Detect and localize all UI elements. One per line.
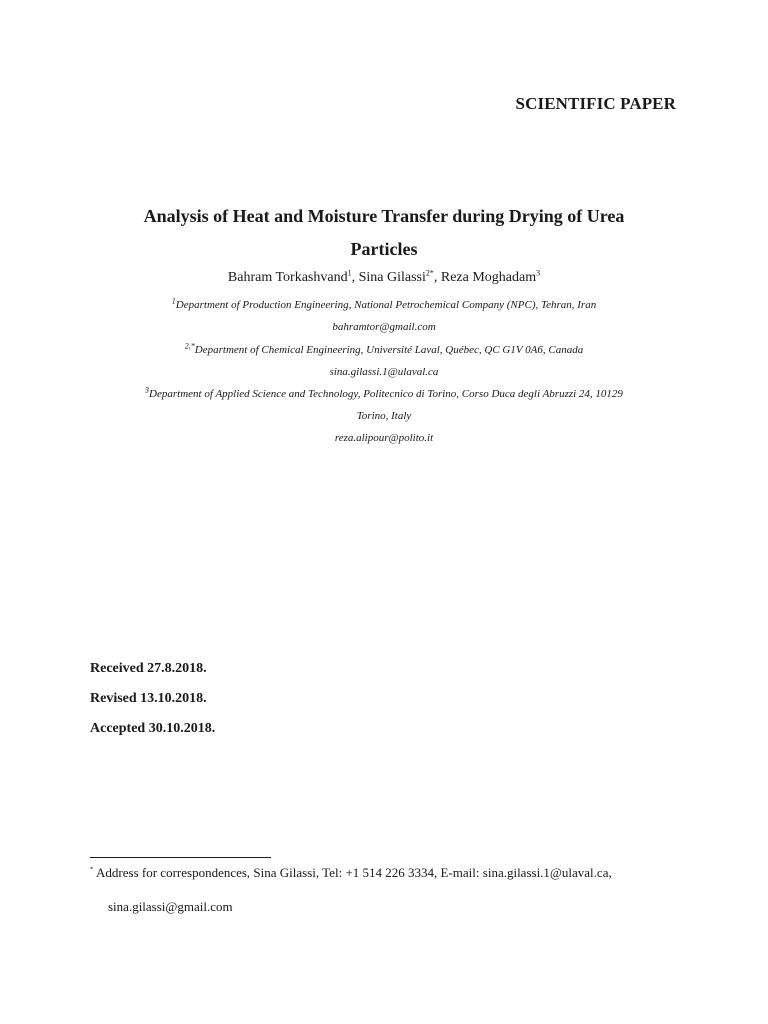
- affiliation-mark: 2,*: [184, 341, 195, 351]
- paper-title: [60, 200, 708, 266]
- affiliation-3-city: Torino, Italy: [356, 410, 412, 422]
- footnote-text: Address for correspondences, Sina Gilassi, Tel: +1 514 226 3334, E-mail: sina.gilassi.1@ulaval.ca,: [96, 865, 612, 880]
- affiliation-mark: 3: [145, 385, 150, 395]
- footnote-divider: [90, 857, 271, 858]
- affiliation-text: Department of Applied Science and Technology, Politecnico di Torino, Corso Duca degli Abruzzi 24, 10129: [149, 388, 623, 400]
- affiliation-2-email: sina.gilassi.1@ulaval.ca: [329, 366, 439, 378]
- received-date: Received 27.8.2018.: [90, 661, 207, 676]
- footnote-marker: *: [90, 865, 94, 874]
- affiliation-mark: 1: [171, 296, 176, 306]
- paper-title-line-1: Analysis of Heat and Moisture Transfer during Drying of Urea: [143, 206, 625, 226]
- correspondence-footnote: [90, 865, 612, 881]
- author-name: Bahram Torkashvand: [227, 270, 348, 285]
- affiliation-1-email: bahramtor@gmail.com: [332, 321, 436, 333]
- author-name: Reza Moghadam: [440, 270, 537, 285]
- author-affiliation-mark: 1: [347, 268, 352, 278]
- affiliation-2: [60, 341, 708, 356]
- footnote-continuation: sina.gilassi@gmail.com: [108, 899, 233, 914]
- affiliation-text: Department of Production Engineering, National Petrochemical Company (NPC), Tehran, Iran: [175, 299, 597, 311]
- document-type-label: SCIENTIFIC PAPER: [515, 94, 676, 113]
- author-affiliation-mark: 2*: [425, 268, 434, 278]
- accepted-date: Accepted 30.10.2018.: [90, 721, 216, 736]
- affiliation-text: Department of Chemical Engineering, Université Laval, Québec, QC G1V 0A6, Canada: [194, 344, 584, 356]
- author-separator: ,: [351, 270, 359, 285]
- author-affiliation-mark: 3: [536, 268, 541, 278]
- paper-title-line-2: Particles: [350, 239, 418, 259]
- affiliation-3: [60, 385, 708, 400]
- author-name: Sina Gilassi: [358, 270, 426, 285]
- affiliation-3-email: reza.alipour@polito.it: [334, 432, 434, 444]
- affiliation-1: [60, 296, 708, 311]
- author-list: [60, 270, 708, 286]
- author-separator: ,: [433, 270, 441, 285]
- revised-date: Revised 13.10.2018.: [90, 691, 207, 706]
